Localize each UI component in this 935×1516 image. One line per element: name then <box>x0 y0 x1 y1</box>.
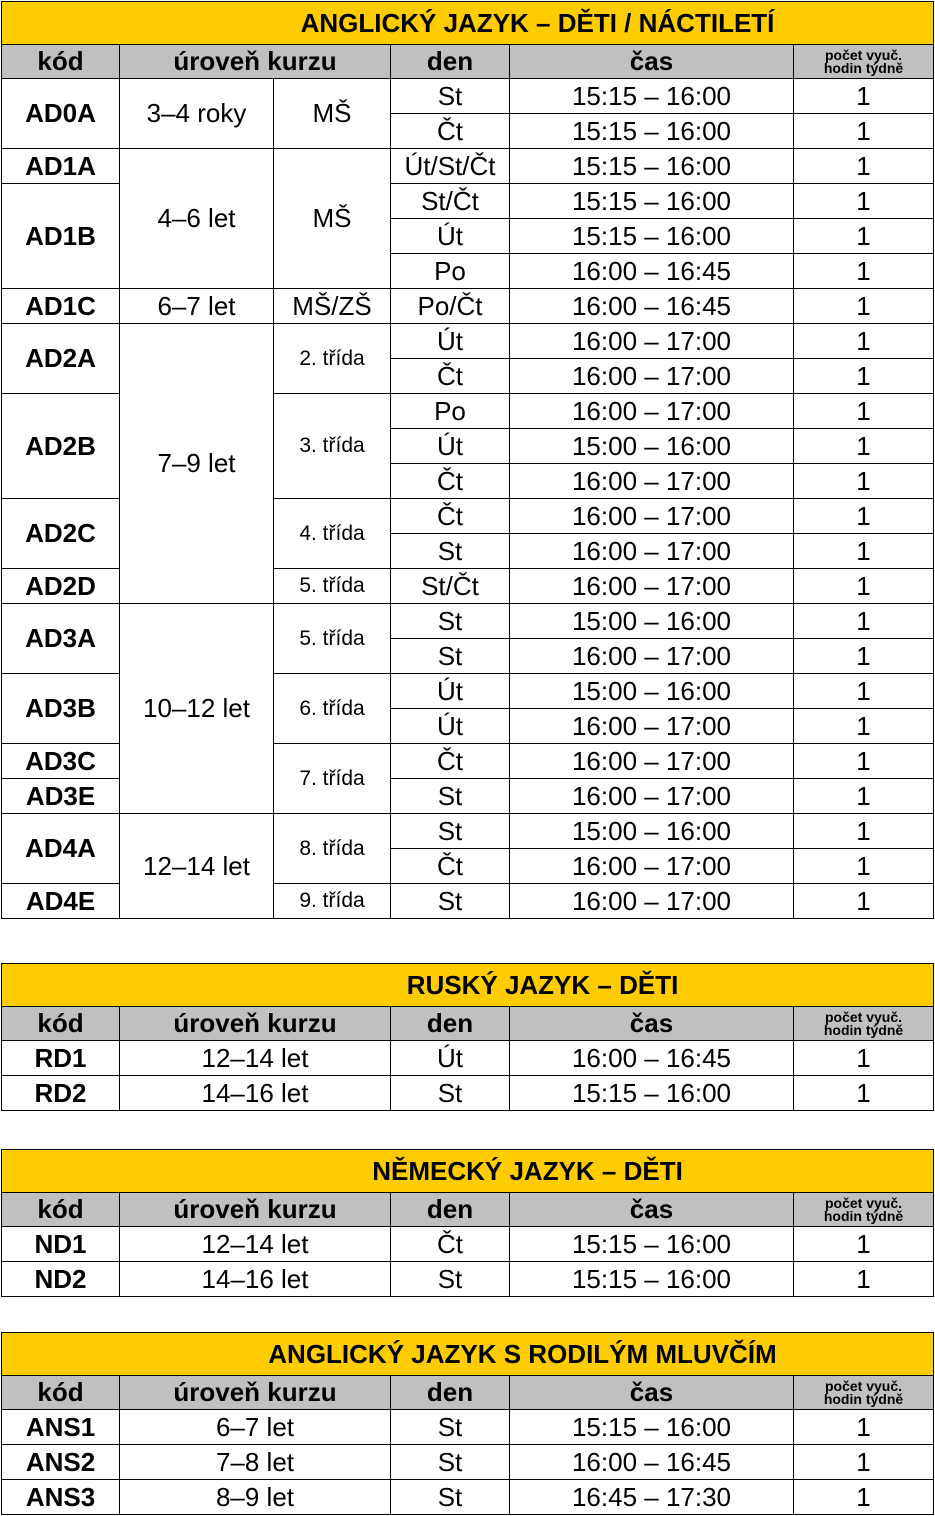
school-level: 2. třída <box>274 324 391 394</box>
day-cell: St <box>391 1445 510 1480</box>
russian-children-table <box>1 963 934 1111</box>
table-row <box>2 1262 934 1297</box>
day-cell: Čt <box>391 499 510 534</box>
time-cell: 16:00 – 17:00 <box>510 639 794 674</box>
table-row <box>2 79 934 114</box>
age-range: 14–16 let <box>120 1262 391 1297</box>
day-cell: Út <box>391 219 510 254</box>
day-cell: Út/St/Čt <box>391 149 510 184</box>
table-row <box>2 149 934 184</box>
time-cell: 16:00 – 17:00 <box>510 534 794 569</box>
course-code: ND1 <box>2 1227 120 1262</box>
header-level: úroveň kurzu <box>120 45 391 79</box>
age-range: 7–8 let <box>120 1445 391 1480</box>
school-level: 4. třída <box>274 499 391 569</box>
table-row <box>2 289 934 324</box>
hours-cell: 1 <box>794 499 934 534</box>
age-range: 12–14 let <box>120 1227 391 1262</box>
time-cell: 15:15 – 16:00 <box>510 219 794 254</box>
time-cell: 16:00 – 17:00 <box>510 779 794 814</box>
header-code: kód <box>2 45 120 79</box>
time-cell: 15:15 – 16:00 <box>510 1410 794 1445</box>
course-code: AD3A <box>2 604 120 674</box>
time-cell: 16:00 – 16:45 <box>510 1445 794 1480</box>
age-range: 8–9 let <box>120 1480 391 1515</box>
header-level: úroveň kurzu <box>120 1376 391 1410</box>
course-code: AD3B <box>2 674 120 744</box>
table-row <box>2 324 934 359</box>
day-cell: Čt <box>391 849 510 884</box>
hours-cell: 1 <box>794 534 934 569</box>
header-day: den <box>391 1193 510 1227</box>
course-code: AD4A <box>2 814 120 884</box>
section-title: ANGLICKÝ JAZYK S RODILÝM MLUVČÍM <box>2 1333 934 1376</box>
table-row <box>2 1410 934 1445</box>
header-day: den <box>391 1376 510 1410</box>
school-level: MŠ/ZŠ <box>274 289 391 324</box>
day-cell: Čt <box>391 1227 510 1262</box>
school-level: 7. třída <box>274 744 391 814</box>
header-level: úroveň kurzu <box>120 1007 391 1041</box>
hours-cell: 1 <box>794 709 934 744</box>
course-code: AD1A <box>2 149 120 184</box>
time-cell: 16:00 – 16:45 <box>510 254 794 289</box>
hours-cell: 1 <box>794 779 934 814</box>
age-range: 12–14 let <box>120 814 274 919</box>
course-code: AD2A <box>2 324 120 394</box>
time-cell: 15:00 – 16:00 <box>510 674 794 709</box>
day-cell: St <box>391 534 510 569</box>
age-range: 12–14 let <box>120 1041 391 1076</box>
time-cell: 15:15 – 16:00 <box>510 1227 794 1262</box>
header-time: čas <box>510 1193 794 1227</box>
age-range: 7–9 let <box>120 324 274 604</box>
age-range: 6–7 let <box>120 289 274 324</box>
header-time: čas <box>510 45 794 79</box>
hours-cell: 1 <box>794 1041 934 1076</box>
day-cell: St <box>391 1480 510 1515</box>
day-cell: St <box>391 604 510 639</box>
day-cell: Čt <box>391 114 510 149</box>
hours-cell: 1 <box>794 744 934 779</box>
time-cell: 16:00 – 17:00 <box>510 324 794 359</box>
day-cell: St/Čt <box>391 184 510 219</box>
time-cell: 15:15 – 16:00 <box>510 1076 794 1111</box>
course-code: RD1 <box>2 1041 120 1076</box>
course-code: RD2 <box>2 1076 120 1111</box>
day-cell: Čt <box>391 359 510 394</box>
school-level: 5. třída <box>274 569 391 604</box>
hours-cell: 1 <box>794 849 934 884</box>
header-code: kód <box>2 1007 120 1041</box>
school-level: 6. třída <box>274 674 391 744</box>
english-native-speaker-table <box>1 1332 934 1515</box>
day-cell: Čt <box>391 744 510 779</box>
day-cell: St <box>391 779 510 814</box>
header-hours: počet vyuč. hodin týdně <box>794 1007 934 1041</box>
header-time: čas <box>510 1007 794 1041</box>
course-code: AD2C <box>2 499 120 569</box>
hours-cell: 1 <box>794 1227 934 1262</box>
course-code: AD4E <box>2 884 120 919</box>
english-children-table <box>1 1 934 919</box>
hours-cell: 1 <box>794 114 934 149</box>
age-range: 3–4 roky <box>120 79 274 149</box>
time-cell: 16:00 – 17:00 <box>510 709 794 744</box>
section-title: ANGLICKÝ JAZYK – DĚTI / NÁCTILETÍ <box>2 2 934 45</box>
hours-cell: 1 <box>794 429 934 464</box>
time-cell: 15:00 – 16:00 <box>510 814 794 849</box>
course-code: ND2 <box>2 1262 120 1297</box>
time-cell: 16:00 – 17:00 <box>510 464 794 499</box>
hours-cell: 1 <box>794 394 934 429</box>
day-cell: Po/Čt <box>391 289 510 324</box>
header-hours: počet vyuč. hodin týdně <box>794 1193 934 1227</box>
age-range: 10–12 let <box>120 604 274 814</box>
time-cell: 16:00 – 17:00 <box>510 359 794 394</box>
time-cell: 15:00 – 16:00 <box>510 429 794 464</box>
hours-cell: 1 <box>794 569 934 604</box>
day-cell: Út <box>391 1041 510 1076</box>
header-hours: počet vyuč. hodin týdně <box>794 1376 934 1410</box>
hours-cell: 1 <box>794 884 934 919</box>
header-day: den <box>391 45 510 79</box>
hours-cell: 1 <box>794 604 934 639</box>
hours-cell: 1 <box>794 1076 934 1111</box>
hours-cell: 1 <box>794 1445 934 1480</box>
school-level: 9. třída <box>274 884 391 919</box>
day-cell: St/Čt <box>391 569 510 604</box>
hours-cell: 1 <box>794 464 934 499</box>
hours-cell: 1 <box>794 1262 934 1297</box>
school-level: MŠ <box>274 79 391 149</box>
table-row <box>2 1076 934 1111</box>
time-cell: 15:15 – 16:00 <box>510 114 794 149</box>
hours-cell: 1 <box>794 674 934 709</box>
course-code: AD3C <box>2 744 120 779</box>
course-code: AD2B <box>2 394 120 499</box>
time-cell: 15:00 – 16:00 <box>510 604 794 639</box>
time-cell: 16:00 – 16:45 <box>510 1041 794 1076</box>
course-code: AD1B <box>2 184 120 289</box>
hours-cell: 1 <box>794 254 934 289</box>
course-code: AD0A <box>2 79 120 149</box>
day-cell: Út <box>391 324 510 359</box>
day-cell: St <box>391 1410 510 1445</box>
time-cell: 15:15 – 16:00 <box>510 184 794 219</box>
day-cell: Út <box>391 674 510 709</box>
time-cell: 15:15 – 16:00 <box>510 79 794 114</box>
hours-cell: 1 <box>794 1480 934 1515</box>
hours-cell: 1 <box>794 79 934 114</box>
age-range: 4–6 let <box>120 149 274 289</box>
course-code: AD1C <box>2 289 120 324</box>
day-cell: Po <box>391 254 510 289</box>
hours-cell: 1 <box>794 184 934 219</box>
hours-cell: 1 <box>794 289 934 324</box>
time-cell: 15:15 – 16:00 <box>510 1262 794 1297</box>
course-code: ANS2 <box>2 1445 120 1480</box>
header-code: kód <box>2 1376 120 1410</box>
header-code: kód <box>2 1193 120 1227</box>
hours-cell: 1 <box>794 1410 934 1445</box>
hours-cell: 1 <box>794 639 934 674</box>
day-cell: St <box>391 884 510 919</box>
section-title: NĚMECKÝ JAZYK – DĚTI <box>2 1150 934 1193</box>
table-row <box>2 814 934 849</box>
course-code: AD3E <box>2 779 120 814</box>
school-level: MŠ <box>274 149 391 289</box>
time-cell: 16:00 – 17:00 <box>510 569 794 604</box>
course-code: AD2D <box>2 569 120 604</box>
day-cell: St <box>391 639 510 674</box>
hours-cell: 1 <box>794 324 934 359</box>
day-cell: Út <box>391 429 510 464</box>
hours-cell: 1 <box>794 359 934 394</box>
time-cell: 15:15 – 16:00 <box>510 149 794 184</box>
day-cell: Po <box>391 394 510 429</box>
table-row <box>2 1041 934 1076</box>
school-level: 3. třída <box>274 394 391 499</box>
day-cell: Út <box>391 709 510 744</box>
table-row <box>2 604 934 639</box>
school-level: 8. třída <box>274 814 391 884</box>
day-cell: St <box>391 814 510 849</box>
hours-cell: 1 <box>794 814 934 849</box>
table-row <box>2 1445 934 1480</box>
time-cell: 16:00 – 17:00 <box>510 394 794 429</box>
hours-cell: 1 <box>794 149 934 184</box>
time-cell: 16:00 – 16:45 <box>510 289 794 324</box>
school-level: 5. třída <box>274 604 391 674</box>
header-level: úroveň kurzu <box>120 1193 391 1227</box>
section-title: RUSKÝ JAZYK – DĚTI <box>2 964 934 1007</box>
header-time: čas <box>510 1376 794 1410</box>
age-range: 14–16 let <box>120 1076 391 1111</box>
time-cell: 16:45 – 17:30 <box>510 1480 794 1515</box>
time-cell: 16:00 – 17:00 <box>510 744 794 779</box>
day-cell: St <box>391 79 510 114</box>
age-range: 6–7 let <box>120 1410 391 1445</box>
course-code: ANS3 <box>2 1480 120 1515</box>
time-cell: 16:00 – 17:00 <box>510 499 794 534</box>
table-row <box>2 1480 934 1515</box>
time-cell: 16:00 – 17:00 <box>510 884 794 919</box>
table-row <box>2 1227 934 1262</box>
german-children-table <box>1 1149 934 1297</box>
day-cell: Čt <box>391 464 510 499</box>
day-cell: St <box>391 1076 510 1111</box>
hours-cell: 1 <box>794 219 934 254</box>
header-hours: počet vyuč. hodin týdně <box>794 45 934 79</box>
day-cell: St <box>391 1262 510 1297</box>
course-code: ANS1 <box>2 1410 120 1445</box>
time-cell: 16:00 – 17:00 <box>510 849 794 884</box>
header-day: den <box>391 1007 510 1041</box>
